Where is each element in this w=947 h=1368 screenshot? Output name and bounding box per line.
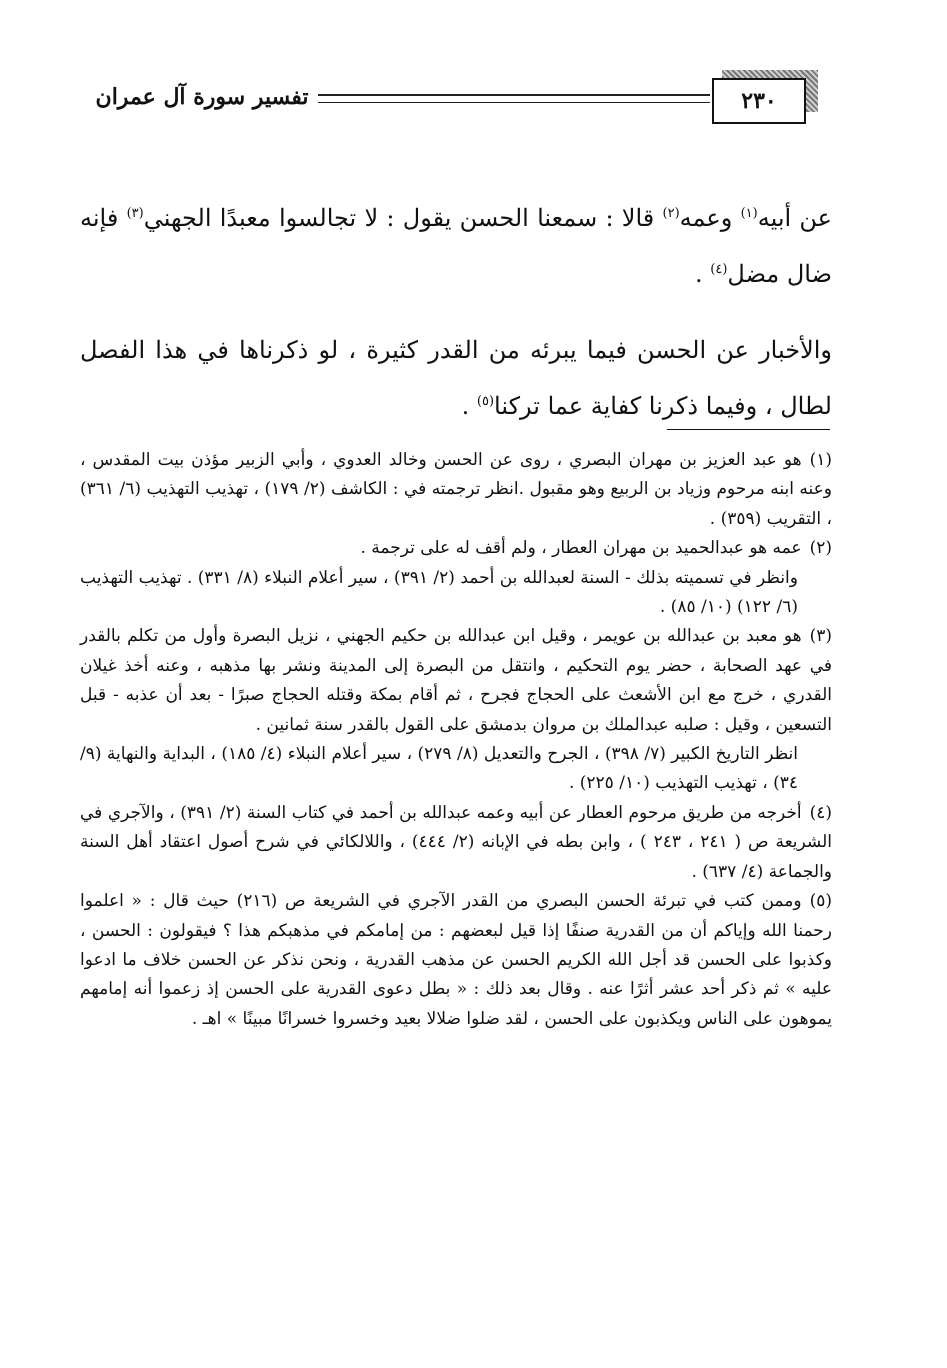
footnote-1 (80, 446, 832, 534)
footnote-text: عمه هو عبدالحميد بن مهران العطار ، ولم أقف له على ترجمة . (360, 538, 802, 559)
paragraph-1 (80, 190, 832, 302)
footnote-2-continuation: وانظر في تسميته بذلك - السنة لعبدالله بن أحمد (٢/ ٣٩١) ، سير أعلام النبلاء (٨/ ٣٣١) . تهذيب التهذيب (٦/ ١٢٢) (١٠/ ٨٥) . (80, 567, 798, 618)
text-run: . (461, 392, 477, 420)
footnote-number: (٢) (809, 538, 832, 559)
footnote-separator (667, 429, 830, 430)
footnote-text: هو معبد بن عبدالله بن عويمر ، وقيل ابن عبدالله بن حكيم الجهني ، نزيل البصرة وأول من تكلم بالقدر في عهد الصحابة ، حضر يوم التحكيم ، وانتقل من البصرة إلى المدينة ونشر بها مذهبه ، وعنه أخذ غيلان القدري ، خرج مع ابن الأشعث على الحجاج فجرح ، ثم أقام بمكة وقتله الحجاج صبرًا - بعد أن عذبه - قبل التسعين ، وقيل : صلبه عبدالملك بن مروان بدمشق على القول بالقدر سنة ثمانين . (80, 626, 832, 735)
text-run: عن أبيه (757, 204, 833, 232)
footnote-ref-4[interactable]: (٤) (710, 262, 728, 277)
footnote-4 (80, 799, 832, 887)
footnote-ref-3[interactable]: (٣) (126, 206, 144, 221)
footnote-text: أخرجه من طريق مرحوم العطار عن أبيه وعمه عبدالله بن أحمد في كتاب السنة (٢/ ٣٩١) ، والآجري في الشريعة ص ( ٢٤١ ، ٢٤٣ ) ، وابن بطه في الإبانه (٢/ ٤٤٤) ، واللالكائي في شرح أصول اعتقاد أهل السنة والجماعة (٤/ ٦٣٧) . (80, 802, 832, 882)
footnotes (80, 446, 832, 1034)
running-header-title: تفسير سورة آل عمران (95, 84, 309, 110)
footnote-number: (٥) (809, 891, 832, 912)
header-rule (318, 94, 710, 103)
footnote-number: (٤) (809, 802, 833, 823)
paragraph-2 (80, 322, 832, 434)
footnote-2 (80, 534, 832, 563)
footnote-5 (80, 887, 832, 1034)
text-run: . (694, 260, 711, 288)
footnote-ref-1[interactable]: (١) (740, 206, 758, 221)
footnote-number: (٣) (809, 626, 832, 647)
main-text (80, 190, 832, 454)
text-run: قالا : سمعنا الحسن يقول : لا تجالسوا معبدًا الجهني (143, 204, 663, 232)
footnote-3 (80, 622, 832, 740)
footnote-3-continuation: انظر التاريخ الكبير (٧/ ٣٩٨) ، الجرح والتعديل (٨/ ٢٧٩) ، سير أعلام النبلاء (٤/ ١٨٥) ، البداية والنهاية (٩/ ٣٤) ، تهذيب التهذيب (١٠/ ٢٢٥) . (80, 744, 798, 794)
footnote-number: (١) (809, 450, 832, 470)
text-run: فإنه ضال مضل (80, 204, 832, 288)
footnote-ref-2[interactable]: (٢) (662, 206, 680, 221)
footnote-ref-5[interactable]: (٥) (476, 394, 495, 409)
page-number: ٢٣٠ (712, 78, 806, 124)
footnote-text: وممن كتب في تبرئة الحسن البصري من القدر الآجري في الشريعة ص (٢١٦) حيث قال : « اعلموا رحمنا الله وإياكم أن من القدرية صنفًا إذا قيل لبعضهم : من إمامكم في مذهبكم هذا ؟ فيقولون : الحسن ، وكذبوا على الحسن قد أجل الله الكريم الحسن عن مذهب القدرية ، ونحن نذكر عن الحسن خلاف ما ادعوا عليه » ثم ذكر أحد عشر أثرًا عنه . وقال بعد ذلك : « بطل دعوى القدرية على الحسن إذ زعموا أنه إمامهم يموهون على الناس ويكذبون على الحسن ، لقد ضلوا ضلالا بعيد وخسروا خسرانًا مبينًا » اهـ . (80, 891, 832, 1029)
text-run: وعمه (679, 204, 741, 232)
footnote-text: هو عبد العزيز بن مهران البصري ، روى عن الحسن وخالد العدوي ، وأبي الزبير مؤذن بيت المقدس ، وعنه ابنه مرحوم وزياد بن الربيع وهو مقبول .انظر ترجمته في : الكاشف (٢/ ١٧٩) ، تهذيب التهذيب (٦/ ٣٦١) ، التقريب (٣٥٩) . (80, 450, 833, 529)
text-run: والأخبار عن الحسن فيما يبرئه من القدر كثيرة ، لو ذكرناها في هذا الفصل لطال ، وفيما ذكرنا كفاية عما تركنا (80, 336, 832, 420)
